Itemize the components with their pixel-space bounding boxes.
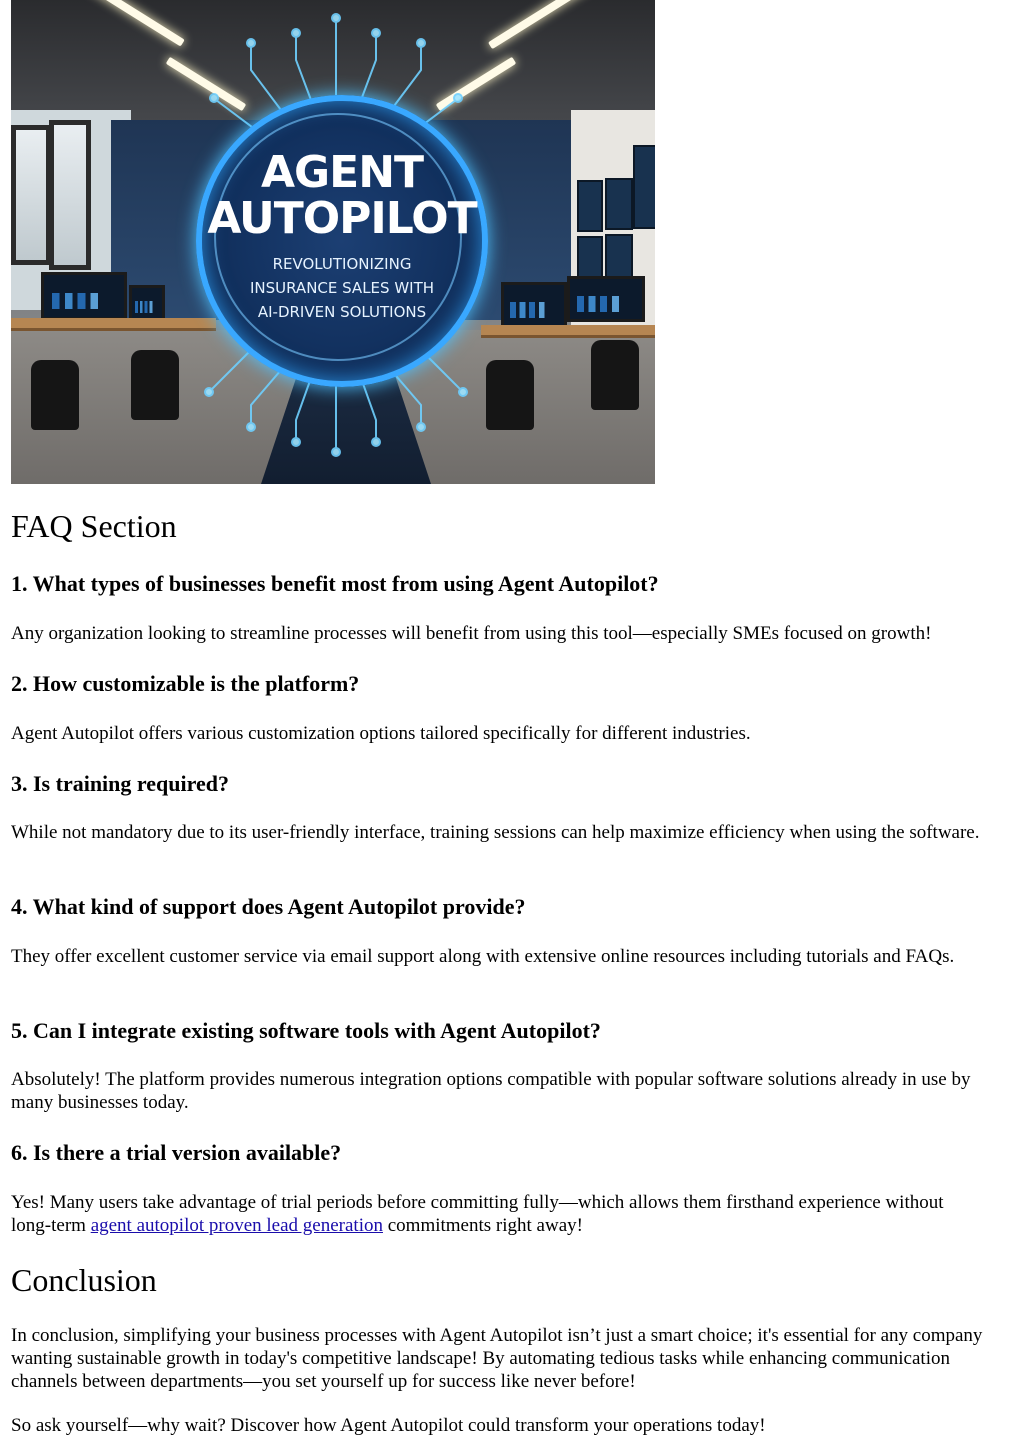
faq-question-2: 2. How customizable is the platform? <box>11 671 360 696</box>
conclusion-heading: Conclusion <box>11 1262 157 1298</box>
hero-image <box>11 0 655 484</box>
faq-answer-5: Absolutely! The platform provides numerous integration options compatible with popular software solutions already in use by many businesses today. <box>11 1069 971 1113</box>
faq-heading: FAQ Section <box>11 508 177 544</box>
lead-generation-link[interactable]: agent autopilot proven lead generation <box>90 1215 383 1236</box>
faq-question-6: 6. Is there a trial version available? <box>11 1140 342 1165</box>
hero-title-line2: AUTOPILOT <box>207 193 477 244</box>
faq-question-4: 4. What kind of support does Agent Autopilot provide? <box>11 894 526 919</box>
faq-answer-3: While not mandatory due to its user-friendly interface, training sessions can help maximize efficiency when using the software. <box>11 822 980 843</box>
faq-answer-6-text-after: commitments right away! <box>382 1215 583 1236</box>
hero-subtitle-line1: REVOLUTIONIZING <box>272 255 412 273</box>
faq-question-1: 1. What types of businesses benefit most from using Agent Autopilot? <box>11 571 659 596</box>
faq-question-5: 5. Can I integrate existing software tools with Agent Autopilot? <box>11 1018 601 1043</box>
faq-answer-1: Any organization looking to streamline processes will benefit from using this tool—especially SMEs focused on growth! <box>11 623 932 644</box>
faq-answer-6 <box>11 1191 981 1237</box>
hero-title-line1: AGENT <box>260 147 424 198</box>
faq-question-3: 3. Is training required? <box>11 771 229 796</box>
faq-answer-2: Agent Autopilot offers various customization options tailored specifically for different industries. <box>11 723 751 744</box>
faq-answer-6-text-before: Yes! Many users take advantage of trial periods before committing fully—which allows them firsthand experience without long-term <box>11 1192 944 1236</box>
conclusion-paragraph-1: In conclusion, simplifying your business processes with Agent Autopilot isn’t just a smart choice; it's essential for any company wanting sustainable growth in today's competitive landscape! By automating tedious tasks while enhancing communication channels between departments—you set yourself up for success like never before! <box>11 1325 983 1392</box>
article <box>11 0 1016 1436</box>
hero-subtitle-line3: AI-DRIVEN SOLUTIONS <box>257 303 427 321</box>
conclusion-paragraph-2: So ask yourself—why wait? Discover how Agent Autopilot could transform your operations today! <box>11 1415 766 1436</box>
hero-subtitle-line2: INSURANCE SALES WITH <box>249 279 435 297</box>
faq-answer-4: They offer excellent customer service via email support along with extensive online resources including tutorials and FAQs. <box>11 946 955 967</box>
